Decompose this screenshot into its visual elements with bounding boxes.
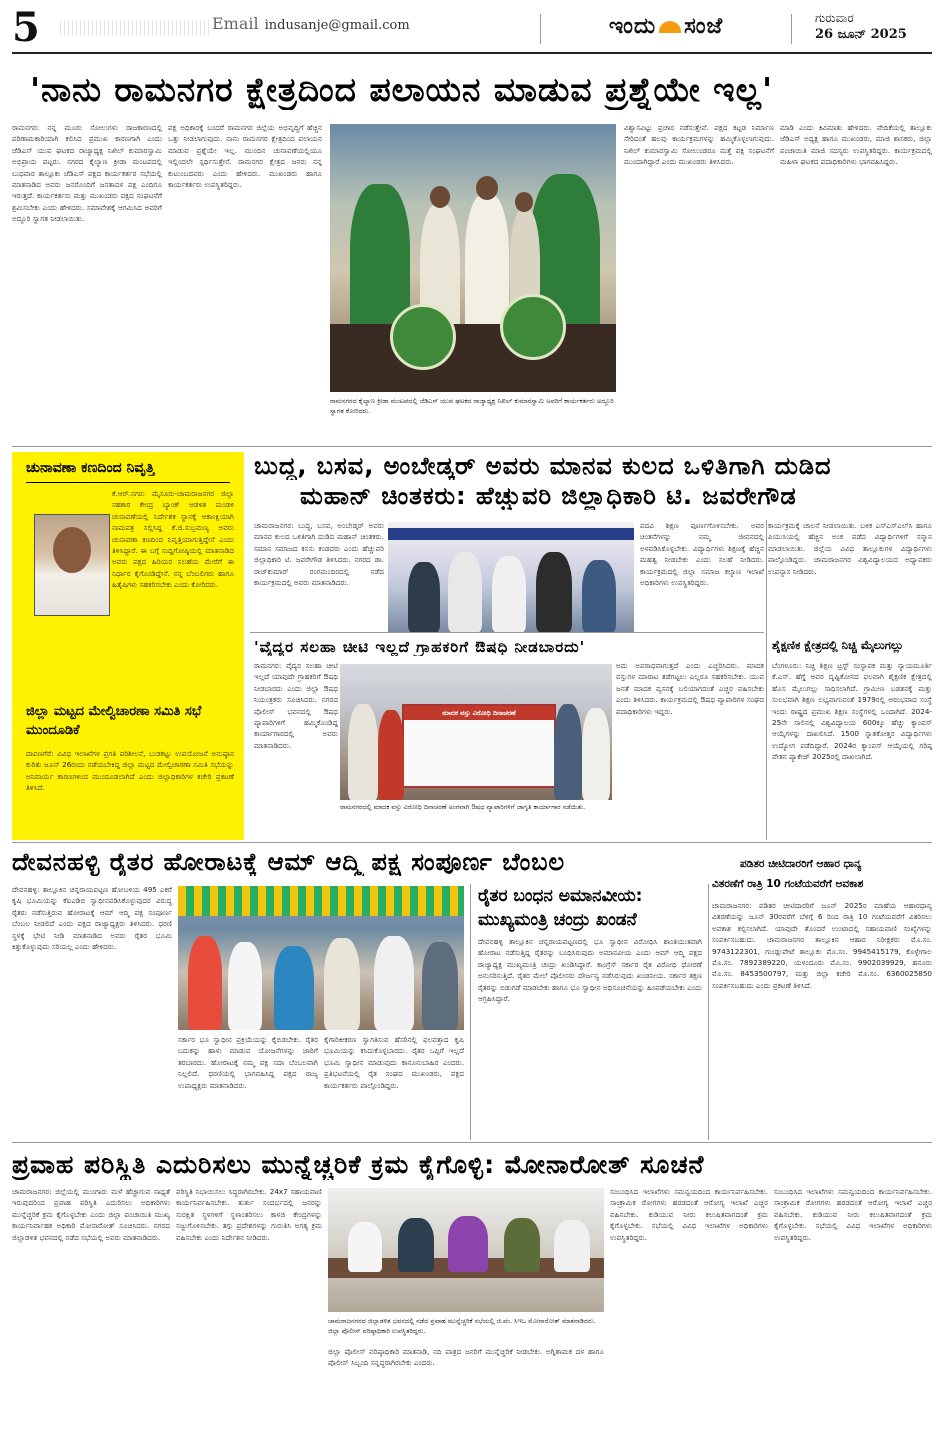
story8-col1: ಚಾಮರಾಜನಗರ: ಜಿಲ್ಲೆಯಲ್ಲಿ ಮುಂಗಾರು ಮಳೆ ಹೆಚ್ಚಾಗುವ ಸಾಧ್ಯತೆ ಇರುವುದರಿಂದ ಪ್ರವಾಹ ಪರಿಸ್ಥಿತಿ ಎದುರಿಸಲು ಅಧಿಕಾರಿಗಳು ಮುನ್ನೆಚ್ಚರಿಕೆ ಕ್ರಮ ಕೈಗೊಳ್ಳಬೇಕು ಎಂದು ಜಿಲ್ಲಾ ಪಂಚಾಯಿತಿ ಮುಖ್ಯ ಕಾರ್ಯನಿರ್ವಾಹಕ ಅಧಿಕಾರಿ ಮೋನಾರೋತ್ ಸೂಚಿಸಿದರು. ನಗರದ ಜಿಲ್ಲಾಡಳಿತ ಭವನದಲ್ಲಿ ನಡೆದ ಸಭೆಯಲ್ಲಿ ಅವರು ಮಾತನಾಡಿದರು. bbox=[12, 1187, 170, 1242]
banner-title: ಮಾದಕ ವಸ್ತು ವಿರೋಧಿ ದಿನಾಚರಣೆ bbox=[404, 706, 554, 720]
pharm-person-3 bbox=[554, 704, 582, 800]
divider-2 bbox=[250, 632, 764, 633]
story4-headline: ಶೈಕ್ಷಣಿಕ ಕ್ಷೇತ್ರದಲ್ಲಿ ನಿಚ್ಚಿ ಮೈಲುಗಲ್ಲು bbox=[772, 638, 904, 652]
story8-col3: ಜಿಲ್ಲಾ ಪೊಲೀಸ್ ವರಿಷ್ಠಾಧಿಕಾರಿ ಮಾತನಾಡಿ, ನದಿ ಪಾತ್ರದ ಜನರಿಗೆ ಮುನ್ನೆಚ್ಚರಿಕೆ ನೀಡಬೇಕು. ಅಗ್ನಿಶಾಮಕ ದಳ ಹಾಗೂ ಪೊಲೀಸ್ ಸಿಬ್ಬಂದಿ ಸನ್ನದ್ಧರಾಗಿರಬೇಕು ಎಂದರು. bbox=[328, 1347, 604, 1368]
meeting-person-3 bbox=[448, 1216, 488, 1272]
protest-person-1 bbox=[188, 936, 222, 1030]
protest-photo bbox=[178, 886, 464, 1030]
protest-person-3 bbox=[274, 946, 314, 1030]
meeting-person-5 bbox=[554, 1220, 590, 1272]
story8-col2: ಪರಿಸ್ಥಿತಿ ನಿಭಾಯಿಸಲು ಸಿದ್ಧರಾಗಿರಬೇಕು. 24x7 ಸಹಾಯವಾಣಿ ಕಾರ್ಯನಿರ್ವಹಿಸಬೇಕು. ತುರ್ತು ಸಂದರ್ಭದಲ್ಲಿ ಜನರನ್ನು ಸುರಕ್ಷಿತ ಸ್ಥಳಗಳಿಗೆ ಸ್ಥಳಾಂತರಿಸಲು ಕಾಳಜಿ ಕೇಂದ್ರಗಳನ್ನು ಸಜ್ಜುಗೊಳಿಸಬೇಕು. ತಗ್ಗು ಪ್ರದೇಶಗಳನ್ನು ಗುರುತಿಸಿ ಅಗತ್ಯ ಕ್ರಮ ವಹಿಸಬೇಕು ಎಂದು ನಿರ್ದೇಶನ ನೀಡಿದರು. bbox=[176, 1187, 322, 1242]
portrait-float bbox=[26, 488, 112, 620]
pharmacy-photo bbox=[340, 664, 612, 800]
story1-col3: ವಿಶ್ವಾಸವಿಟ್ಟು ಪ್ರಚಾರ ನಡೆಸುತ್ತೇವೆ. ಪಕ್ಷದ ಕಟ್ಟಡ ನಿರ್ಮಾಣ ಸೇರಿದಂತೆ ಹಲವು ಕಾರ್ಯಕ್ರಮಗಳನ್ನು ಹಮ್ಮಿಕೊಳ್ಳಲಾಗುವುದು. ನಿಖಿಲ್ ಕುಮಾರಸ್ವಾಮಿ ಸೋಲುಂಡರೂ ಮತ್ತೆ ಪಕ್ಷ ಸಂಘಟನೆಗೆ ಮುಂದಾಗಿದ್ದಾರೆ ಎಂದು ಮುಖಂಡರು ತಿಳಿಸಿದರು. bbox=[624, 123, 774, 167]
story7-headline-line2: ವಿತರಣೆಗೆ ರಾತ್ರಿ 10 ಗಂಟೆಯವರೆಗೆ ಅವಕಾಶ bbox=[712, 878, 864, 890]
story2-col3: ಪದವಿ ಶಿಕ್ಷಣ ಪೂರ್ಣಗೊಳಿಸಬೇಕು. ಅವರ ಚಿಂತನೆಗಳನ್ನು ನಮ್ಮ ಜೀವನದಲ್ಲಿ ಅಳವಡಿಸಿಕೊಳ್ಳಬೇಕು. ವಿದ್ಯಾರ್ಥಿಗಳು ಶಿಕ್ಷಣಕ್ಕೆ ಹೆಚ್ಚಿನ ಮಹತ್ವ ನೀಡಬೇಕು ಎಂದು ಸಲಹೆ ನೀಡಿದರು. ಕಾರ್ಯಕ್ರಮದಲ್ಲಿ ಜಿಲ್ಲಾ ಸಮಾಜ ಕಲ್ಯಾಣ ಇಲಾಖೆ ಅಧಿಕಾರಿಗಳು ಉಪಸ್ಥಿತರಿದ್ದರು. bbox=[640, 521, 764, 588]
story1-col2: ಪಕ್ಷ ಅಧಿಕಾರಕ್ಕೆ ಬಂದರೆ ರಾಮನಗರ ಜಿಲ್ಲೆಯ ಅಭಿವೃದ್ಧಿಗೆ ಹೆಚ್ಚಿನ ಒತ್ತು ನೀಡಲಾಗುವುದು. ನಾನು ರಾಮನಗರ ಕ್ಷೇತ್ರದಿಂದ ಪಲಾಯನ ಮಾಡುವ ಪ್ರಶ್ನೆಯೇ ಇಲ್ಲ. ಮುಂದಿನ ಚುನಾವಣೆಯಲ್ಲಿಯೂ ಇಲ್ಲಿಂದಲೇ ಸ್ಪರ್ಧಿಸುತ್ತೇನೆ. ರಾಮನಗರ ಕ್ಷೇತ್ರದ ಜನರು ನನ್ನ ಕುಟುಂಬದವರು ಎಂದು ಹೇಳಿದರು. ಮುಖಂಡರು ಹಾಗೂ ಕಾರ್ಯಕರ್ತರು ಉಪಸ್ಥಿತರಿದ್ದರು. bbox=[168, 123, 322, 190]
story3-headline: 'ವೈದ್ಯರ ಸಲಹಾ ಚೀಟಿ ಇಲ್ಲದೆ ಗ್ರಾಹಕರಿಗೆ ಔಷಧಿ ನೀಡಬಾರದು' bbox=[254, 638, 586, 656]
masthead-rule bbox=[12, 52, 932, 54]
date: 26 ಜೂನ್ 2025 bbox=[815, 27, 907, 42]
story7-headline-line1: ಪಡಿತರ ಚೀಟಿದಾರರಿಗೆ ಆಹಾರ ಧಾನ್ಯ bbox=[740, 858, 862, 870]
sidebar-heading-2: ಜಿಲ್ಲಾ ಮಟ್ಟದ ಮೇಲ್ವಿಚಾರಣಾ ಸಮಿತಿ ಸಭೆ ಮುಂದೂಡಿಕೆ bbox=[26, 704, 202, 738]
head-3 bbox=[515, 192, 533, 212]
divider-v1 bbox=[766, 520, 767, 840]
story2-headline-line2: ಮಹಾನ್ ಚಿಂತಕರು: ಹೆಚ್ಚುವರಿ ಜಿಲ್ಲಾಧಿಕಾರಿ ಟಿ. ಜವರೇಗೌಡ bbox=[300, 482, 797, 510]
story4-body: ಬೆಂಗಳೂರು: ನಿಚ್ಚಿ ಶಿಕ್ಷಣ ಟ್ರಸ್ಟ್ ಸಂಸ್ಥಾಪಕ ಮತ್ತು ನ್ಯಾಯಮೂರ್ತಿ ಕೆ.ಎಸ್. ಹೆಗ್ಡೆ ಅವರ ದೃಷ್ಟಿಕೋನದ ಫಲವಾಗಿ ಶೈಕ್ಷಣಿಕ ಕ್ಷೇತ್ರದಲ್ಲಿ ಹೊಸ ಮೈಲುಗಲ್ಲು ಸಾಧಿಸಲಾಗಿದೆ. ಗ್ರಾಮೀಣ ಬಡತನಕ್ಕೆ ಮತ್ತು ಸುಲಭವಾಗಿ ಶಿಕ್ಷಣ ಲಭ್ಯವಾಗುವಂತೆ 1979ರಲ್ಲಿ ಆರಂಭವಾದ ಸಂಸ್ಥೆ ಇಂದು ರಾಷ್ಟ್ರದ ಪ್ರಮುಖ ಶಿಕ್ಷಣ ಸಂಸ್ಥೆಗಳಲ್ಲಿ ಒಂದಾಗಿದೆ. 2024-25ನೇ ಸಾಲಿನಲ್ಲಿ ವಿಶ್ವವಿದ್ಯಾಲಯ 600ಕ್ಕೂ ಹೆಚ್ಚು ಕ್ಯಾಂಪಸ್ ಆಯ್ಕೆಗಳನ್ನು ದಾಖಲಿಸಿದೆ. 1500 ಸ್ನಾತಕೋತ್ತರ ವಿದ್ಯಾರ್ಥಿಗಳು ಉದ್ಯೋಗ ಪಡೆದಿದ್ದಾರೆ. 2024ರ ಕ್ಯಾಂಪಸ್ ಆಯ್ಕೆಯಲ್ಲಿ ಗರಿಷ್ಠ ವೇತನ ಪ್ಯಾಕೇಜ್ 2025ರಲ್ಲಿ ದಾಖಲಾಗಿದೆ. bbox=[772, 661, 932, 762]
story5-col2: ಸರ್ಕಾರ ಭೂ ಸ್ವಾಧೀನ ಪ್ರಕ್ರಿಯೆಯನ್ನು ಕೈಬಿಡಬೇಕು. ರೈತರ ಬದುಕನ್ನು ಹಾಳು ಮಾಡುವ ಯೋಜನೆಗಳನ್ನು ಜಾರಿಗೆ ತರಬಾರದು. ಹೋರಾಟಕ್ಕೆ ನಮ್ಮ ಪಕ್ಷ ಸದಾ ಬೆಂಬಲವಾಗಿ ನಿಲ್ಲಲಿದೆ. ಧರಣಿಯಲ್ಲಿ ಭಾಗವಹಿಸಿದ್ದ ಪಕ್ಷದ ರಾಜ್ಯ ಉಪಾಧ್ಯಕ್ಷರು ಮಾತನಾಡಿದರು. bbox=[178, 1035, 318, 1090]
story6-headline-line2: ಮುಖ್ಯಮಂತ್ರಿ ಚಂದ್ರು ಖಂಡನೆ bbox=[478, 910, 637, 930]
story1-headline: 'ನಾನು ರಾಮನಗರ ಕ್ಷೇತ್ರದಿಂದ ಪಲಾಯನ ಮಾಡುವ ಪ್ರಶ್ನೆಯೇ ಇಲ್ಲ' bbox=[30, 70, 774, 109]
meeting-person-1 bbox=[348, 1222, 382, 1272]
masthead-pattern bbox=[60, 20, 210, 36]
award-person-4 bbox=[536, 552, 572, 632]
divider-4 bbox=[12, 1142, 932, 1143]
divider-v2 bbox=[470, 884, 471, 1140]
divider-3 bbox=[12, 842, 932, 843]
story8-col4: ಸಂಬಂಧಿಸಿದ ಇಲಾಖೆಗಳು ಸಮನ್ವಯದಿಂದ ಕಾರ್ಯನಿರ್ವಹಿಸಬೇಕು. ಸಾಂಕ್ರಾಮಿಕ ರೋಗಗಳು ಹರಡದಂತೆ ಆರೋಗ್ಯ ಇಲಾಖೆ ಎಚ್ಚರ ವಹಿಸಬೇಕು. ಕುಡಿಯುವ ನೀರು ಕಲುಷಿತವಾಗದಂತೆ ಕ್ರಮ ಕೈಗೊಳ್ಳಬೇಕು. ಸಭೆಯಲ್ಲಿ ವಿವಿಧ ಇಲಾಖೆಗಳ ಅಧಿಕಾರಿಗಳು ಉಪಸ್ಥಿತರಿದ್ದರು. bbox=[610, 1187, 768, 1242]
story2-col4: ಕಾರ್ಯಕ್ರಮಕ್ಕೆ ಚಾಲನೆ ನೀಡಲಾಯಿತು. ಬಳಿಕ ಎಸ್ಎಸ್ಎಲ್‌ಸಿ ಹಾಗೂ ಪಿಯುಸಿಯಲ್ಲಿ ಹೆಚ್ಚಿನ ಅಂಕ ಪಡೆದ ವಿದ್ಯಾರ್ಥಿಗಳಿಗೆ ಸನ್ಮಾನ ಮಾಡಲಾಯಿತು. ಜಿಲ್ಲೆಯ ವಿವಿಧ ತಾಲ್ಲೂಕುಗಳ ವಿದ್ಯಾರ್ಥಿಗಳು ಪಾಲ್ಗೊಂಡಿದ್ದರು. ಚಾಮರಾಜನಗರ ವಿಶ್ವವಿದ್ಯಾಲಯದ ಅಧ್ಯಾಪಕರು ಉಪನ್ಯಾಸ ನೀಡಿದರು. bbox=[768, 521, 932, 576]
award-person-2 bbox=[448, 552, 482, 632]
stage-banner bbox=[388, 528, 634, 540]
story8-caption: ಚಾಮರಾಜನಗರದ ಜಿಲ್ಲಾಡಳಿತ ಭವನದಲ್ಲಿ ನಡೆದ ಪ್ರವಾಹ ಮುನ್ನೆಚ್ಚರಿಕೆ ಸಭೆಯಲ್ಲಿ ಜಿ.ಪಂ. ಸಿಇಒ ಮೋನಾರೋತ್ ಮಾತನಾಡಿದರು. ಜಿಲ್ಲಾ ಪೊಲೀಸ್ ವರಿಷ್ಠಾಧಿಕಾರಿ ಉಪಸ್ಥಿತರಿದ್ದರು. bbox=[328, 1317, 596, 1335]
protest-person-6 bbox=[422, 942, 458, 1030]
award-person-3 bbox=[492, 556, 526, 632]
canopy bbox=[178, 886, 464, 916]
story5-col3: ಕೈಗಾರಿಕೀಕರಣ ಸ್ವಾಗತಿಸುವ ಹೆಸರಿನಲ್ಲಿ ಫಲವತ್ತಾದ ಕೃಷಿ ಭೂಮಿಯನ್ನು ಕಸಿದುಕೊಳ್ಳಬಾರದು. ರೈತರ ಒಪ್ಪಿಗೆ ಇಲ್ಲದೆ ಭೂಮಿ ಸ್ವಾಧೀನ ಮಾಡುವುದು ಕಾನೂನುಬಾಹಿರ ಎಂದರು. ಪ್ರತಿಭಟನೆಯಲ್ಲಿ ರೈತ ಸಂಘದ ಮುಖಂಡರು, ಪಕ್ಷದ ಕಾರ್ಯಕರ್ತರು ಪಾಲ್ಗೊಂಡಿದ್ದರು. bbox=[324, 1035, 464, 1090]
meeting-person-2 bbox=[398, 1218, 434, 1272]
logo-left: ಇಂದು bbox=[608, 14, 657, 39]
story2-col1: ಚಾಮರಾಜನಗರ: ಬುದ್ಧ, ಬಸವ, ಅಂಬೇಡ್ಕರ್ ಅವರು ಮಾನವ ಕುಲದ ಒಳಿತಿಗಾಗಿ ದುಡಿದ ಮಹಾನ್ ಚಿಂತಕರು. ಸಮಾನ ಸಮಾಜದ ಕನಸು ಕಂಡವರು ಎಂದು ಹೆಚ್ಚುವರಿ ಜಿಲ್ಲಾಧಿಕಾರಿ ಟಿ. ಜವರೇಗೌಡ ತಿಳಿಸಿದರು. ನಗರದ ಡಾ. ರಾಜ್‌ಕುಮಾರ್ ರಂಗಮಂದಿರದಲ್ಲಿ ನಡೆದ ಕಾರ್ಯಕ್ರಮದಲ್ಲಿ ಅವರು ಮಾತನಾಡಿದರು. bbox=[254, 521, 384, 588]
logo-right: ಸಂಜೆ bbox=[684, 14, 724, 39]
flag-wheel-icon-2 bbox=[500, 294, 566, 360]
story6-headline-line1: ರೈತರ ಬಂಧನ ಅಮಾನವೀಯ: bbox=[478, 886, 643, 906]
meeting-photo bbox=[328, 1188, 604, 1312]
pharm-person-4 bbox=[582, 708, 610, 800]
newspaper-logo bbox=[540, 14, 792, 44]
award-photo bbox=[388, 522, 634, 632]
sidebar-text-2: ದಾವಣಗೆರೆ: ವಿವಿಧ ಇಲಾಖೆಗಳ ಪ್ರಗತಿ ಪರಿಶೀಲನೆ, ಬುಡಕಟ್ಟು ಉಪಯೋಜನೆ ಅನುಷ್ಠಾನ ಕುರಿತು ಜೂನ್ 26ರಂದು ನಡೆಯಬೇಕಿದ್ದ ಜಿಲ್ಲಾ ಮಟ್ಟದ ಮೇಲ್ವಿಚಾರಣಾ ಸಮಿತಿ ಸಭೆಯನ್ನು ಅನಿವಾರ್ಯ ಕಾರಣಗಳಿಂದ ಮುಂದೂಡಲಾಗಿದೆ ಎಂದು ಜಿಲ್ಲಾಧಿಕಾರಿಗಳ ಕಚೇರಿ ಪ್ರಕಟಣೆ ತಿಳಿಸಿದೆ. bbox=[26, 749, 234, 793]
head-1 bbox=[430, 186, 450, 208]
divider-v3 bbox=[708, 884, 709, 1140]
story3-col3: ಅದು ಅಪರಾಧವಾಗುತ್ತದೆ ಎಂದು ಎಚ್ಚರಿಸಿದರು. ಮಾದಕ ವಸ್ತುಗಳ ಮಾರಾಟ ತಡೆಗಟ್ಟಲು ಎಲ್ಲರೂ ಸಹಕರಿಸಬೇಕು. ಯುವ ಜನತೆ ಮಾದಕ ವ್ಯಸನಕ್ಕೆ ಬಲಿಯಾಗದಂತೆ ಎಚ್ಚರ ವಹಿಸಬೇಕು ಎಂದು ತಿಳಿಸಿದರು. ಕಾರ್ಯಕ್ರಮದಲ್ಲಿ ಔಷಧ ವ್ಯಾಪಾರಿಗಳ ಸಂಘದ ಪದಾಧಿಕಾರಿಗಳು ಇದ್ದರು. bbox=[616, 661, 764, 716]
date-block bbox=[815, 10, 907, 43]
story3-caption: ರಾಮನಗರದಲ್ಲಿ ಮಾದಕ ವಸ್ತು ವಿರೋಧಿ ದಿನಾಚರಣೆ ಅಂಗವಾಗಿ ಔಷಧ ವ್ಯಾಪಾರಿಗಳಿಗೆ ಜಾಗೃತಿ ಕಾರ್ಯಾಗಾರ ನಡೆಯಿತು. bbox=[340, 803, 586, 811]
story3-col1: ರಾಮನಗರ: ವೈದ್ಯರ ಸಲಹಾ ಚೀಟಿ ಇಲ್ಲದೆ ಯಾವುದೇ ಗ್ರಾಹಕರಿಗೆ ಔಷಧಿ ನೀಡಬಾರದು ಎಂದು ಜಿಲ್ಲಾ ಔಷಧ ನಿಯಂತ್ರಕರು ಸೂಚಿಸಿದರು. ನಗರದ ಪೊಲೀಸ್ ಭವನದಲ್ಲಿ ಔಷಧ ವ್ಯಾಪಾರಿಗಳಿಗೆ ಹಮ್ಮಿಕೊಂಡಿದ್ದ ಕಾರ್ಯಾಗಾರದಲ್ಲಿ ಅವರು ಮಾತನಾಡಿದರು. bbox=[254, 661, 338, 750]
story1-col4: ಮಾಡಿ ಎಂದು ಕಿವಿಮಾತು ಹೇಳಿದರು. ವೇದಿಕೆಯಲ್ಲಿ ತಾಲ್ಲೂಕು ಜೆಡಿಎಸ್ ಅಧ್ಯಕ್ಷ ಹಾಗೂ ಮುಖಂಡರು, ಮಾಜಿ ಶಾಸಕರು, ಜಿಲ್ಲಾ ಪಂಚಾಯಿತಿ ಮಾಜಿ ಸದಸ್ಯರು ಉಪಸ್ಥಿತರಿದ್ದರು. ಕಾರ್ಯಕ್ರಮದಲ್ಲಿ ಮಹಿಳಾ ಘಟಕದ ಪದಾಧಿಕಾರಿಗಳು ಭಾಗವಹಿಸಿದ್ದರು. bbox=[780, 123, 932, 167]
story5-col1: ದೇವನಹಳ್ಳಿ: ತಾಲ್ಲೂಕಿನ ಚನ್ನರಾಯಪಟ್ಟಣ ಹೋಬಳಿಯ 495 ಎಕರೆ ಕೃಷಿ ಭೂಮಿಯನ್ನು ಕೆಐಎಡಿಬಿ ಸ್ವಾಧೀನಪಡಿಸಿಕೊಳ್ಳುವುದರ ವಿರುದ್ಧ ರೈತರು ನಡೆಸುತ್ತಿರುವ ಹೋರಾಟಕ್ಕೆ ಆಮ್ ಆದ್ಮಿ ಪಕ್ಷ ಸಂಪೂರ್ಣ ಬೆಂಬಲ ನೀಡಲಿದೆ ಎಂದು ಪಕ್ಷದ ರಾಜ್ಯಾಧ್ಯಕ್ಷರು ತಿಳಿಸಿದರು. ಧರಣಿ ಸ್ಥಳಕ್ಕೆ ಭೇಟಿ ನೀಡಿ ಮಾತನಾಡಿದ ಅವರು ರೈತರ ಭೂಮಿ ಕಿತ್ತುಕೊಳ್ಳುವುದು ಸರಿಯಲ್ಲ ಎಂದು ಹೇಳಿದರು. bbox=[12, 885, 172, 952]
story1-photo-caption: ರಾಮನಗರದ ಕೈಲ್ಯಾಣ ಕ್ರೀಡಾ ಮಂಟಪದಲ್ಲಿ ಜೆಡಿಎಸ್ ಯುವ ಘಟಕದ ರಾಜ್ಯಾಧ್ಯಕ್ಷ ನಿಖಿಲ್ ಕುಮಾರಸ್ವಾಮಿ ಅವರಿಗೆ ಕಾರ್ಯಕರ್ತರು ಅದ್ದೂರಿ ಸ್ವಾಗತ ಕೋರಿದರು. bbox=[330, 397, 614, 415]
award-person-1 bbox=[408, 562, 440, 632]
story1-col1: ರಾಮನಗರ: ನನ್ನ ಮೂರು ಸೋಲುಗಳು ರಾಜಕಾರಣದಲ್ಲಿ ಪರಿಣಾಮಕಾರಿಯಾಗಿ ಕಲಿಸಿದ ಪ್ರಮುಖ ಕಾರಣಗಾಗಿ ಎಂದು ಜೆಡಿಎಸ್ ಯುವ ಘಟಕದ ರಾಜ್ಯಾಧ್ಯಕ್ಷ ನಿಖಿಲ್ ಕುಮಾರಸ್ವಾಮಿ ಅಭಿಪ್ರಾಯ ಪಟ್ಟರು. ನಗರದ ಕೈಲ್ಯಾಣ ಕ್ರೀಡಾ ಮಂಟಪದಲ್ಲಿ ಬುಧವಾರ ತಾಲ್ಲೂಕು ಜೆಡಿಎಸ್ ಪಕ್ಷದ ಕಾರ್ಯಕರ್ತರ ಸಭೆಯಲ್ಲಿ ಮಾತನಾಡಿದ ಅವರು ಜನರೊಂದಿಗೆ ಜನತಾದಳ ಪಕ್ಷ ಎಂದಿಗೂ ಇರುತ್ತದೆ. ಕಾರ್ಯಕರ್ತರು ಮತ್ತು ಮುಖಂಡರು ಪಕ್ಷದ ಸಂಘಟನೆಗೆ ಶ್ರಮಿಸಬೇಕು ಎಂದು ಹೇಳಿದರು. ಸಮಾವೇಶಕ್ಕೆ ಆಗಮಿಸಿದ ಅವರಿಗೆ ಅದ್ದೂರಿ ಸ್ವಾಗತ ನೀಡಲಾಯಿತು. bbox=[12, 123, 162, 224]
story5-headline: ದೇವನಹಳ್ಳಿ ರೈತರ ಹೋರಾಟಕ್ಕೆ ಆಮ್ ಆದ್ಮಿ ಪಕ್ಷ ಸಂಪೂರ್ಣ ಬೆಂಬಲ bbox=[12, 848, 565, 876]
pharm-person-2 bbox=[378, 710, 404, 800]
email-label: Email bbox=[212, 14, 259, 33]
sidebar-text-1-content: ಕೆ.ಆರ್.ನಗರ: ಮೈಸೂರು-ಚಾಮರಾಜನಗರ ಜಿಲ್ಲಾ ಸಹಕಾರ ಕೇಂದ್ರ ಬ್ಯಾಂಕ್ ಆಡಳಿತ ಮಂಡಳಿ ಚುನಾವಣೆಯಲ್ಲಿ ನಿರ್ದೇಶಕ ಸ್ಥಾನಕ್ಕೆ ಆಕಾಂಕ್ಷಿಯಾಗಿ ನಾಮಪತ್ರ ಸಲ್ಲಿಸಿದ್ದ ಕೆ.ಜಿ.ಸುಬ್ರಮಣ್ಯ ಅವರು ಚುನಾವಣಾ ಕಣದಿಂದ ನಿವೃತ್ತಿಯಾಗುತ್ತಿದ್ದೇನೆ ಎಂದು ತಿಳಿಸಿದ್ದಾರೆ. ಈ ಬಗ್ಗೆ ಸುದ್ದಿಗೋಷ್ಠಿಯಲ್ಲಿ ಮಾತನಾಡಿದ ಅವರು ಪಕ್ಷದ ಹಿರಿಯರ ಸಲಹೆಯ ಮೇರೆಗೆ ಈ ನಿರ್ಧಾರ ಕೈಗೊಂಡಿದ್ದೇನೆ. ನನ್ನ ಬೆಂಬಲಿಗರು ಹಾಗೂ ಹಿತೈಷಿಗಳು ಸಹಕರಿಸಬೇಕು ಎಂದು ಕೋರಿದರು. bbox=[112, 489, 234, 590]
rally-photo bbox=[330, 124, 616, 392]
awareness-banner bbox=[402, 704, 556, 788]
sidebar-box bbox=[12, 452, 244, 840]
pharm-person-1 bbox=[348, 704, 378, 800]
weekday: ಗುರುವಾರ bbox=[815, 11, 854, 25]
meeting-person-4 bbox=[504, 1218, 540, 1272]
protest-person-5 bbox=[374, 936, 414, 1030]
award-person-5 bbox=[582, 560, 616, 632]
sidebar-rule bbox=[26, 482, 230, 483]
story7-body: ಚಾಮರಾಜನಗರ: ಪಡಿತರ ಚೀಟಿದಾರರಿಗೆ ಜೂನ್ 2025ರ ಮಾಹೆಯ ಆಹಾರಧಾನ್ಯ ವಿತರಣೆಯನ್ನು ಜೂನ್ 30ರವರೆಗೆ ಬೆಳಿಗ್ಗೆ 6 ರಿಂದ ರಾತ್ರಿ 10 ಗಂಟೆಯವರೆಗೆ ವಿತರಿಸಲು ಅವಕಾಶ ಕಲ್ಪಿಸಲಾಗಿದೆ. ಯಾವುದೇ ತೊಂದರೆ ಉಂಟಾದಲ್ಲಿ ಸಹಾಯವಾಣಿ ಸಂಖ್ಯೆಗಳನ್ನು ಸಂಪರ್ಕಿಸಬಹುದು. ಚಾಮರಾಜನಗರ ತಾಲ್ಲೂಕಿನ ಆಹಾರ ನಿರೀಕ್ಷಕರು ಮೊ.ಸಂ. 9743122301, ಗುಂಡ್ಲುಪೇಟೆ ತಾಲ್ಲೂಕು ಮೊ.ಸಂ. 9945415179, ಕೊಳ್ಳೇಗಾಲ ಮೊ.ಸಂ. 7892389220, ಯಳಂದೂರು ಮೊ.ಸಂ. 9902039929, ಹನೂರು ಮೊ.ಸಂ. 8453500797, ಮತ್ತು ಜಿಲ್ಲಾ ಕಚೇರಿ ಮೊ.ಸಂ. 6360025850 ಸಂಪರ್ಕಿಸಬಹುದು ಎಂದು ಪ್ರಕಟಣೆ ತಿಳಿಸಿದೆ. bbox=[712, 901, 932, 990]
crowd bbox=[330, 324, 616, 392]
head-2 bbox=[476, 176, 498, 200]
story8-col5: ಸಂಬಂಧಿಸಿದ ಇಲಾಖೆಗಳು ಸಮನ್ವಯದಿಂದ ಕಾರ್ಯನಿರ್ವಹಿಸಬೇಕು. ಸಾಂಕ್ರಾಮಿಕ ರೋಗಗಳು ಹರಡದಂತೆ ಆರೋಗ್ಯ ಇಲಾಖೆ ಎಚ್ಚರ ವಹಿಸಬೇಕು. ಕುಡಿಯುವ ನೀರು ಕಲುಷಿತವಾಗದಂತೆ ಕ್ರಮ ಕೈಗೊಳ್ಳಬೇಕು. ಸಭೆಯಲ್ಲಿ ವಿವಿಧ ಇಲಾಖೆಗಳ ಅಧಿಕಾರಿಗಳು ಉಪಸ್ಥಿತರಿದ್ದರು. bbox=[774, 1187, 932, 1242]
email-block bbox=[212, 14, 410, 33]
page-number: 5 bbox=[12, 4, 40, 51]
protest-person-4 bbox=[324, 938, 360, 1030]
sidebar-text-1 bbox=[26, 488, 234, 684]
sun-icon bbox=[659, 21, 681, 33]
story8-headline: ಪ್ರವಾಹ ಪರಿಸ್ಥಿತಿ ಎದುರಿಸಲು ಮುನ್ನೆಚ್ಚರಿಕೆ ಕ್ರಮ ಕೈಗೊಳ್ಳಿ: ಮೋನಾರೋತ್ ಸೂಚನೆ bbox=[12, 1150, 705, 1179]
divider-1 bbox=[12, 446, 932, 447]
sidebar-heading-1: ಚುನಾವಣಾ ಕಣದಿಂದ ನಿವೃತ್ತಿ bbox=[26, 460, 155, 476]
flag-wheel-icon bbox=[390, 304, 456, 370]
story6-body: ದೇವನಹಳ್ಳಿ ತಾಲ್ಲೂಕಿನ ಚನ್ನರಾಯಪಟ್ಟಣದಲ್ಲಿ ಭೂ ಸ್ವಾಧೀನ ವಿರೋಧಿಸಿ ಶಾಂತಿಯುತವಾಗಿ ಹೋರಾಟ ನಡೆಸುತ್ತಿದ್ದ ರೈತರನ್ನು ಬಂಧಿಸಿರುವುದು ಅಮಾನವೀಯ ಎಂದು ಆಮ್ ಆದ್ಮಿ ಪಕ್ಷದ ರಾಜ್ಯಾಧ್ಯಕ್ಷ ಮುಖ್ಯಮಂತ್ರಿ ಚಂದ್ರು ಖಂಡಿಸಿದ್ದಾರೆ. ಕಾಂಗ್ರೆಸ್ ಸರ್ಕಾರ ರೈತ ವಿರೋಧಿ ಧೋರಣೆ ಅನುಸರಿಸುತ್ತಿದೆ. ರೈತರ ಮೇಲೆ ಪೊಲೀಸರು ದೌರ್ಜನ್ಯ ನಡೆಸಿರುವುದು ಖಂಡನೀಯ. ಸರ್ಕಾರ ತಕ್ಷಣ ರೈತರನ್ನು ಬಿಡುಗಡೆ ಮಾಡಬೇಕು ಹಾಗೂ ಭೂ ಸ್ವಾಧೀನ ಅಧಿಸೂಚನೆಯನ್ನು ಹಿಂಪಡೆಯಬೇಕು ಎಂದು ಆಗ್ರಹಿಸಿದ್ದಾರೆ. bbox=[478, 937, 702, 1004]
protest-person-2 bbox=[228, 942, 262, 1030]
email-link[interactable]: indusanje@gmail.com bbox=[264, 18, 410, 33]
story2-headline-line1: ಬುದ್ಧ, ಬಸವ, ಅಂಬೇಡ್ಕರ್ ಅವರು ಮಾನವ ಕುಲದ ಒಳಿತಿಗಾಗಿ ದುಡಿದ bbox=[254, 452, 832, 480]
